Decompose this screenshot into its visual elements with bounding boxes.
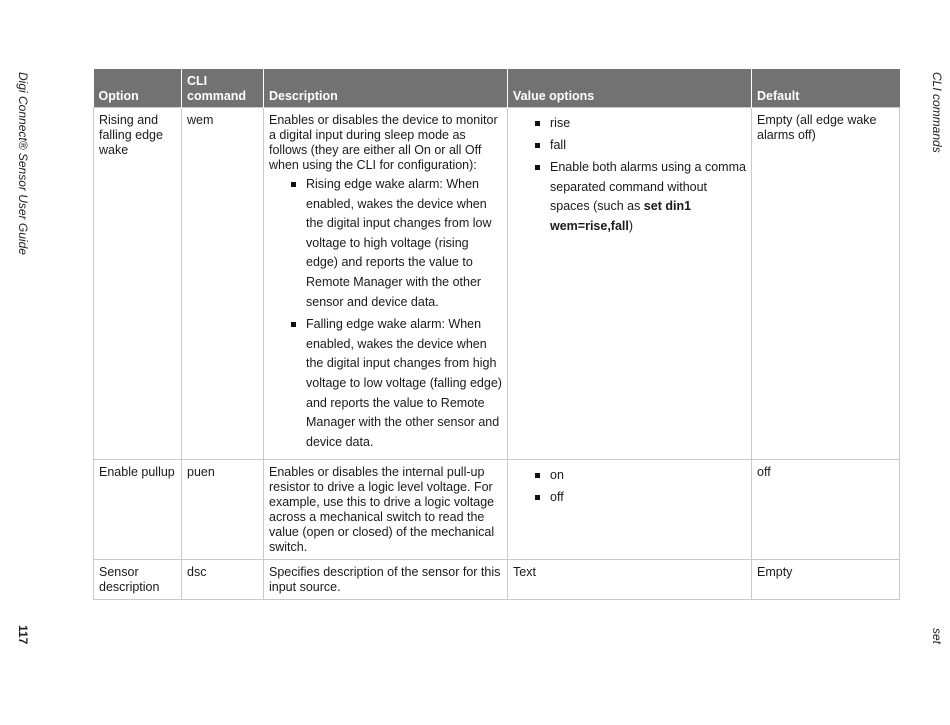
header-cli-command: CLI command	[182, 69, 264, 108]
cell-cli: wem	[182, 108, 264, 460]
table-row	[94, 108, 900, 460]
cell-values	[508, 460, 752, 560]
cell-default: Empty (all edge wake alarms off)	[752, 108, 900, 460]
cell-default: off	[752, 460, 900, 560]
table-row	[94, 560, 900, 600]
list-item: Falling edge wake alarm: When enabled, wakes the device when the digital input changes from high voltage to low voltage (falling edge) and reports the value to Remote Manager with the other sensor and device data.	[306, 315, 502, 452]
list-item: fall	[550, 136, 746, 156]
header-value-options: Value options	[508, 69, 752, 108]
description-text: Enables or disables the device to monitor a digital input during sleep mode as follows (they are either all On or all Off when using the CLI for configuration):	[269, 113, 498, 172]
header-default: Default	[752, 69, 900, 108]
cell-option: Enable pullup	[94, 460, 182, 560]
header-option: Option	[94, 69, 182, 108]
cell-values	[508, 108, 752, 460]
options-table	[93, 69, 900, 600]
description-bullets	[269, 175, 502, 452]
list-item: off	[550, 488, 746, 508]
page-number: 117	[16, 625, 30, 645]
cell-cli: dsc	[182, 560, 264, 600]
cell-option: Sensor description	[94, 560, 182, 600]
command-name: set	[930, 628, 944, 645]
list-item: on	[550, 466, 746, 486]
cell-description	[264, 108, 508, 460]
cell-cli: puen	[182, 460, 264, 560]
guide-title: Digi Connect® Sensor User Guide	[16, 72, 30, 255]
cell-option: Rising and falling edge wake	[94, 108, 182, 460]
value-text-close: )	[628, 218, 634, 233]
value-text: Enable both alarms using a comma separated command without spaces (such as	[550, 160, 746, 214]
value-options-list	[513, 114, 746, 237]
value-options-list	[513, 466, 746, 508]
cell-description: Enables or disables the internal pull-up resistor to drive a logic level voltage. For example, use this to drive a logic voltage across a mechanical switch to read the value (open or closed) of the mechanical switch.	[264, 460, 508, 560]
cell-values: Text	[508, 560, 752, 600]
cell-default: Empty	[752, 560, 900, 600]
example-command: set din1 wem=rise,fall	[550, 199, 692, 233]
section-title: CLI commands	[930, 72, 944, 153]
list-item	[550, 158, 746, 236]
cell-description: Specifies description of the sensor for this input source.	[264, 560, 508, 600]
list-item: rise	[550, 114, 746, 134]
table-header-row	[94, 69, 900, 108]
list-item: Rising edge wake alarm: When enabled, wakes the device when the digital input changes from low voltage to high voltage (rising edge) and reports the value to Remote Manager with the other sensor and device data.	[306, 175, 502, 312]
table-row	[94, 460, 900, 560]
header-description: Description	[264, 69, 508, 108]
